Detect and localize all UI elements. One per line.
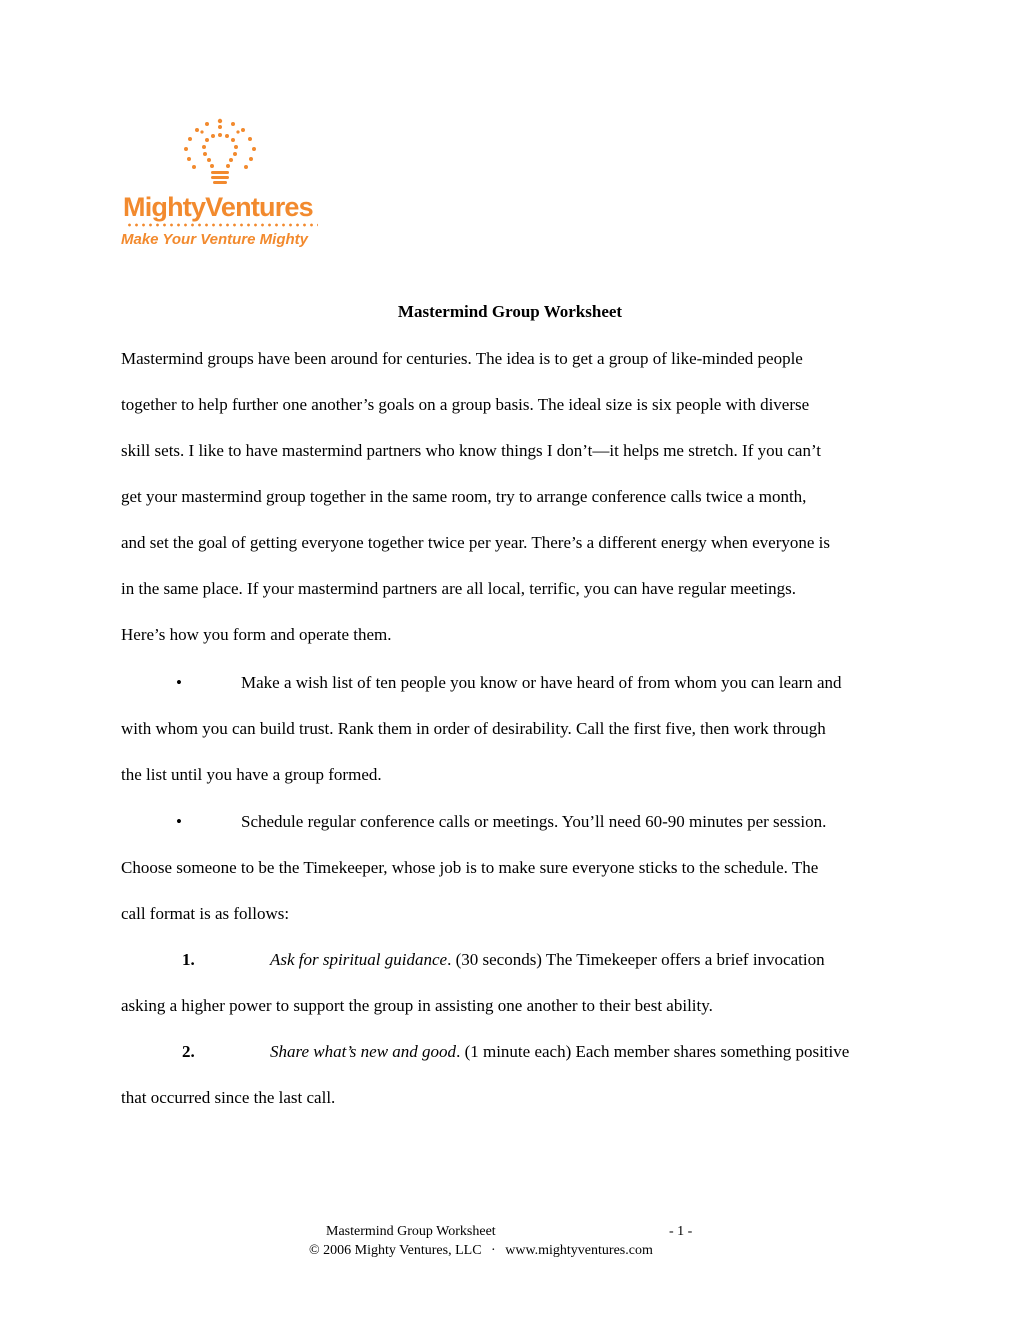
paragraph-line: and set the goal of getting everyone together twice per year. There’s a different energy when everyone is [121,533,831,552]
bullet-symbol: • [176,673,182,692]
item-text [270,1042,849,1062]
item-description: . (1 minute each) Each member shares something positive [456,1042,850,1061]
footer-page-number: - 1 - [669,1224,693,1239]
item-number: 2. [182,1042,195,1061]
footer-copyright-line [309,1243,653,1259]
bullet-symbol: • [176,812,182,831]
bullet-text-continued: call format is as follows: [121,904,290,923]
bullet-text-continued: the list until you have a group formed. [121,765,382,784]
footer-separator: · [491,1243,496,1258]
paragraph-line: Mastermind groups have been around for centuries. The idea is to get a group of like-minded people [121,349,803,368]
footer-copyright: © 2006 Mighty Ventures, LLC [309,1243,482,1258]
paragraph-line: together to help further one another’s goals on a group basis. The ideal size is six people with diverse [121,395,810,414]
lightbulb-icon [180,118,260,193]
item-number: 1. [182,950,195,969]
page-title: Mastermind Group Worksheet [397,302,623,321]
bullet-text-continued: Choose someone to be the Timekeeper, whose job is to make sure everyone sticks to the schedule. The [121,858,819,877]
item-text [270,950,825,970]
footer-website-link[interactable]: www.mightyventures.com [505,1243,653,1258]
item-heading: Ask for spiritual guidance [270,950,448,969]
item-text-continued: asking a higher power to support the group in assisting one another to their best ability. [121,996,713,1015]
item-heading: Share what’s new and good [270,1042,457,1061]
item-text-continued: that occurred since the last call. [121,1088,336,1107]
bullet-text-continued: with whom you can build trust. Rank them in order of desirability. Call the first five, then work through [121,719,826,738]
bullet-text: Schedule regular conference calls or meetings. You’ll need 60-90 minutes per session. [241,812,827,831]
paragraph-line: get your mastermind group together in the same room, try to arrange conference calls twice a month, [121,487,807,506]
logo-tagline: Make Your Venture Mighty [121,231,308,248]
logo-dotted-rule [126,223,318,227]
item-description: . (30 seconds) The Timekeeper offers a brief invocation [447,950,825,969]
paragraph-line: in the same place. If your mastermind partners are all local, terrific, you can have regular meetings. [121,579,796,598]
logo-wordmark: MightyVentures [123,192,313,222]
bullet-text: Make a wish list of ten people you know or have heard of from whom you can learn and [241,673,842,692]
paragraph-line: Here’s how you form and operate them. [121,625,392,644]
footer-doc-title: Mastermind Group Worksheet [326,1224,496,1239]
company-logo [118,118,328,258]
paragraph-line: skill sets. I like to have mastermind partners who know things I don’t—it helps me stretch. If you can’t [121,441,822,460]
